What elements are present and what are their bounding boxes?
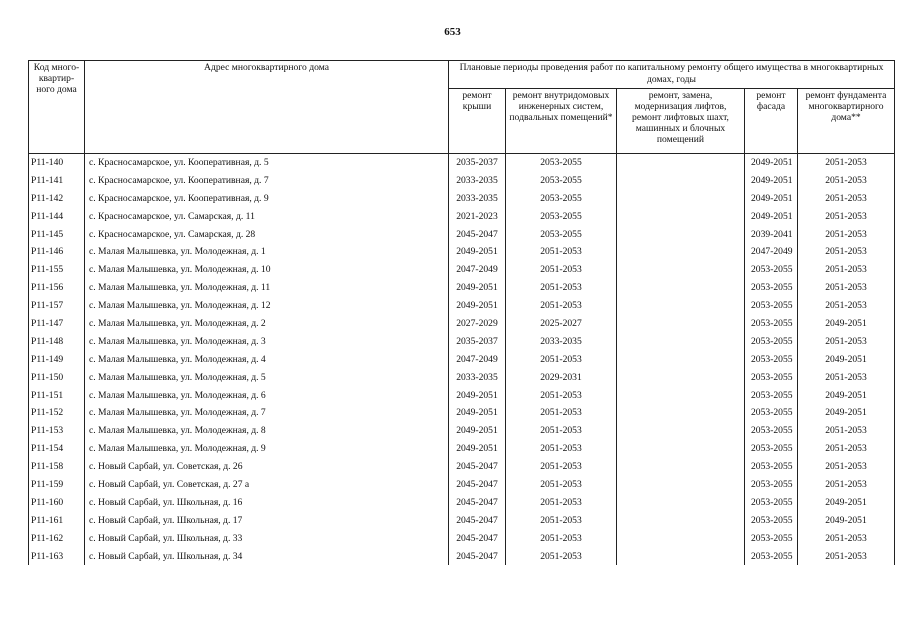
cell-foundation: 2049-2051 <box>798 351 895 369</box>
cell-foundation: 2051-2053 <box>798 458 895 476</box>
cell-code: P11-152 <box>29 404 85 422</box>
cell-roof: 2049-2051 <box>449 297 506 315</box>
cell-engineering: 2051-2053 <box>506 494 617 512</box>
table-row <box>29 172 895 190</box>
page-number: 653 <box>444 26 461 38</box>
cell-code: P11-155 <box>29 261 85 279</box>
cell-engineering: 2051-2053 <box>506 476 617 494</box>
cell-lifts <box>617 387 745 405</box>
cell-lifts <box>617 243 745 261</box>
cell-roof: 2021-2023 <box>449 208 506 226</box>
cell-engineering: 2053-2055 <box>506 172 617 190</box>
cell-address: с. Новый Сарбай, ул. Школьная, д. 34 <box>85 548 449 566</box>
cell-lifts <box>617 404 745 422</box>
cell-lifts <box>617 279 745 297</box>
cell-foundation: 2051-2053 <box>798 422 895 440</box>
cell-roof: 2027-2029 <box>449 315 506 333</box>
cell-engineering: 2051-2053 <box>506 261 617 279</box>
cell-lifts <box>617 226 745 244</box>
cell-code: P11-158 <box>29 458 85 476</box>
cell-address: с. Новый Сарбай, ул. Школьная, д. 17 <box>85 512 449 530</box>
cell-roof: 2047-2049 <box>449 351 506 369</box>
cell-engineering: 2029-2031 <box>506 369 617 387</box>
cell-foundation: 2051-2053 <box>798 261 895 279</box>
cell-address: с. Малая Малышевка, ул. Молодежная, д. 10 <box>85 261 449 279</box>
cell-lifts <box>617 315 745 333</box>
cell-roof: 2049-2051 <box>449 440 506 458</box>
cell-foundation: 2051-2053 <box>798 530 895 548</box>
cell-address: с. Новый Сарбай, ул. Советская, д. 27 а <box>85 476 449 494</box>
table-row <box>29 297 895 315</box>
cell-lifts <box>617 476 745 494</box>
cell-address: с. Малая Малышевка, ул. Молодежная, д. 11 <box>85 279 449 297</box>
cell-lifts <box>617 422 745 440</box>
cell-code: P11-146 <box>29 243 85 261</box>
cell-facade: 2049-2051 <box>745 154 798 172</box>
capital-repair-table-container <box>28 60 895 565</box>
cell-roof: 2049-2051 <box>449 422 506 440</box>
cell-address: с. Новый Сарбай, ул. Школьная, д. 33 <box>85 530 449 548</box>
header-periods-group: Плановые периоды проведения работ по капитальному ремонту общего имущества в многоквартирных домах, годы <box>449 61 895 89</box>
cell-facade: 2053-2055 <box>745 512 798 530</box>
table-row <box>29 422 895 440</box>
cell-engineering: 2051-2053 <box>506 297 617 315</box>
cell-facade: 2053-2055 <box>745 530 798 548</box>
cell-code: P11-145 <box>29 226 85 244</box>
header-foundation: ремонт фундамента многоквартирного дома** <box>798 89 895 154</box>
cell-code: P11-163 <box>29 548 85 566</box>
header-address: Адрес многоквартирного дома <box>85 61 449 154</box>
cell-facade: 2053-2055 <box>745 351 798 369</box>
table-row <box>29 226 895 244</box>
cell-engineering: 2051-2053 <box>506 279 617 297</box>
cell-address: с. Красносамарское, ул. Самарская, д. 28 <box>85 226 449 244</box>
cell-engineering: 2051-2053 <box>506 440 617 458</box>
cell-foundation: 2051-2053 <box>798 243 895 261</box>
cell-address: с. Красносамарское, ул. Кооперативная, д. 9 <box>85 190 449 208</box>
table-row <box>29 440 895 458</box>
cell-foundation: 2051-2053 <box>798 548 895 566</box>
cell-engineering: 2053-2055 <box>506 154 617 172</box>
cell-foundation: 2051-2053 <box>798 333 895 351</box>
cell-address: с. Малая Малышевка, ул. Молодежная, д. 9 <box>85 440 449 458</box>
cell-foundation: 2051-2053 <box>798 297 895 315</box>
cell-foundation: 2049-2051 <box>798 315 895 333</box>
cell-facade: 2039-2041 <box>745 226 798 244</box>
cell-roof: 2045-2047 <box>449 512 506 530</box>
cell-foundation: 2051-2053 <box>798 476 895 494</box>
table-row <box>29 530 895 548</box>
cell-engineering: 2051-2053 <box>506 351 617 369</box>
table-row <box>29 494 895 512</box>
cell-code: P11-150 <box>29 369 85 387</box>
table-row <box>29 458 895 476</box>
cell-lifts <box>617 440 745 458</box>
cell-address: с. Малая Малышевка, ул. Молодежная, д. 8 <box>85 422 449 440</box>
cell-foundation: 2051-2053 <box>798 279 895 297</box>
table-row <box>29 190 895 208</box>
cell-lifts <box>617 190 745 208</box>
cell-engineering: 2053-2055 <box>506 226 617 244</box>
header-facade: ремонт фасада <box>745 89 798 154</box>
cell-roof: 2033-2035 <box>449 369 506 387</box>
cell-roof: 2045-2047 <box>449 494 506 512</box>
cell-code: P11-151 <box>29 387 85 405</box>
cell-foundation: 2051-2053 <box>798 190 895 208</box>
cell-address: с. Новый Сарбай, ул. Советская, д. 26 <box>85 458 449 476</box>
cell-roof: 2049-2051 <box>449 279 506 297</box>
cell-foundation: 2049-2051 <box>798 387 895 405</box>
cell-facade: 2049-2051 <box>745 172 798 190</box>
cell-engineering: 2051-2053 <box>506 243 617 261</box>
cell-foundation: 2049-2051 <box>798 404 895 422</box>
cell-facade: 2053-2055 <box>745 261 798 279</box>
table-row <box>29 512 895 530</box>
cell-facade: 2053-2055 <box>745 422 798 440</box>
cell-engineering: 2051-2053 <box>506 458 617 476</box>
cell-facade: 2053-2055 <box>745 333 798 351</box>
cell-lifts <box>617 351 745 369</box>
cell-roof: 2047-2049 <box>449 261 506 279</box>
table-row <box>29 548 895 566</box>
header-lifts: ремонт, замена, модернизация лифтов, ремонт лифтовых шахт, машинных и блочных помещений <box>617 89 745 154</box>
cell-facade: 2049-2051 <box>745 190 798 208</box>
cell-lifts <box>617 369 745 387</box>
cell-code: P11-149 <box>29 351 85 369</box>
cell-foundation: 2049-2051 <box>798 512 895 530</box>
cell-address: с. Малая Малышевка, ул. Молодежная, д. 3 <box>85 333 449 351</box>
cell-facade: 2053-2055 <box>745 404 798 422</box>
table-row <box>29 476 895 494</box>
cell-engineering: 2051-2053 <box>506 548 617 566</box>
table-row <box>29 279 895 297</box>
cell-engineering: 2051-2053 <box>506 422 617 440</box>
cell-foundation: 2051-2053 <box>798 208 895 226</box>
cell-facade: 2053-2055 <box>745 315 798 333</box>
cell-lifts <box>617 494 745 512</box>
cell-address: с. Малая Малышевка, ул. Молодежная, д. 7 <box>85 404 449 422</box>
cell-engineering: 2051-2053 <box>506 512 617 530</box>
cell-address: с. Малая Малышевка, ул. Молодежная, д. 2 <box>85 315 449 333</box>
header-engineering: ремонт внутридомовых инженерных систем, подвальных помещений* <box>506 89 617 154</box>
cell-address: с. Новый Сарбай, ул. Школьная, д. 16 <box>85 494 449 512</box>
table-row <box>29 261 895 279</box>
cell-address: с. Малая Малышевка, ул. Молодежная, д. 12 <box>85 297 449 315</box>
cell-code: P11-141 <box>29 172 85 190</box>
cell-facade: 2053-2055 <box>745 476 798 494</box>
cell-engineering: 2051-2053 <box>506 387 617 405</box>
cell-engineering: 2053-2055 <box>506 190 617 208</box>
cell-roof: 2049-2051 <box>449 243 506 261</box>
cell-roof: 2035-2037 <box>449 154 506 172</box>
cell-foundation: 2051-2053 <box>798 440 895 458</box>
cell-facade: 2053-2055 <box>745 279 798 297</box>
cell-code: P11-148 <box>29 333 85 351</box>
cell-engineering: 2053-2055 <box>506 208 617 226</box>
table-row <box>29 243 895 261</box>
cell-lifts <box>617 172 745 190</box>
cell-engineering: 2051-2053 <box>506 530 617 548</box>
cell-facade: 2053-2055 <box>745 440 798 458</box>
cell-code: P11-160 <box>29 494 85 512</box>
cell-lifts <box>617 530 745 548</box>
cell-lifts <box>617 333 745 351</box>
cell-roof: 2033-2035 <box>449 172 506 190</box>
cell-address: с. Малая Малышевка, ул. Молодежная, д. 4 <box>85 351 449 369</box>
cell-code: P11-140 <box>29 154 85 172</box>
cell-code: P11-142 <box>29 190 85 208</box>
header-roof: ремонт крыши <box>449 89 506 154</box>
cell-roof: 2035-2037 <box>449 333 506 351</box>
cell-roof: 2033-2035 <box>449 190 506 208</box>
cell-code: P11-153 <box>29 422 85 440</box>
cell-engineering: 2025-2027 <box>506 315 617 333</box>
cell-lifts <box>617 297 745 315</box>
cell-address: с. Красносамарское, ул. Кооперативная, д. 5 <box>85 154 449 172</box>
cell-roof: 2049-2051 <box>449 404 506 422</box>
cell-address: с. Малая Малышевка, ул. Молодежная, д. 5 <box>85 369 449 387</box>
cell-facade: 2053-2055 <box>745 494 798 512</box>
cell-address: с. Красносамарское, ул. Самарская, д. 11 <box>85 208 449 226</box>
cell-roof: 2045-2047 <box>449 458 506 476</box>
cell-lifts <box>617 208 745 226</box>
cell-facade: 2053-2055 <box>745 458 798 476</box>
cell-lifts <box>617 154 745 172</box>
cell-lifts <box>617 548 745 566</box>
table-row <box>29 333 895 351</box>
table-header <box>29 61 895 154</box>
cell-lifts <box>617 261 745 279</box>
cell-roof: 2045-2047 <box>449 548 506 566</box>
cell-code: P11-154 <box>29 440 85 458</box>
cell-code: P11-162 <box>29 530 85 548</box>
cell-code: P11-157 <box>29 297 85 315</box>
table-row <box>29 404 895 422</box>
cell-lifts <box>617 458 745 476</box>
cell-foundation: 2051-2053 <box>798 154 895 172</box>
cell-code: P11-161 <box>29 512 85 530</box>
cell-foundation: 2051-2053 <box>798 369 895 387</box>
cell-code: P11-144 <box>29 208 85 226</box>
cell-lifts <box>617 512 745 530</box>
table-row <box>29 387 895 405</box>
cell-code: P11-147 <box>29 315 85 333</box>
table-row <box>29 315 895 333</box>
cell-code: P11-159 <box>29 476 85 494</box>
cell-roof: 2045-2047 <box>449 476 506 494</box>
table-row <box>29 208 895 226</box>
cell-roof: 2049-2051 <box>449 387 506 405</box>
cell-facade: 2053-2055 <box>745 387 798 405</box>
cell-facade: 2047-2049 <box>745 243 798 261</box>
cell-foundation: 2051-2053 <box>798 226 895 244</box>
cell-address: с. Малая Малышевка, ул. Молодежная, д. 1 <box>85 243 449 261</box>
cell-foundation: 2049-2051 <box>798 494 895 512</box>
header-code: Код много-квартир-ного дома <box>29 61 85 154</box>
cell-foundation: 2051-2053 <box>798 172 895 190</box>
table-row <box>29 369 895 387</box>
cell-roof: 2045-2047 <box>449 530 506 548</box>
table-row <box>29 154 895 172</box>
cell-facade: 2053-2055 <box>745 548 798 566</box>
cell-engineering: 2033-2035 <box>506 333 617 351</box>
cell-address: с. Красносамарское, ул. Кооперативная, д. 7 <box>85 172 449 190</box>
cell-facade: 2049-2051 <box>745 208 798 226</box>
cell-code: P11-156 <box>29 279 85 297</box>
table-body <box>29 154 895 566</box>
cell-address: с. Малая Малышевка, ул. Молодежная, д. 6 <box>85 387 449 405</box>
capital-repair-table <box>28 60 895 565</box>
table-row <box>29 351 895 369</box>
cell-facade: 2053-2055 <box>745 369 798 387</box>
cell-facade: 2053-2055 <box>745 297 798 315</box>
cell-roof: 2045-2047 <box>449 226 506 244</box>
cell-engineering: 2051-2053 <box>506 404 617 422</box>
